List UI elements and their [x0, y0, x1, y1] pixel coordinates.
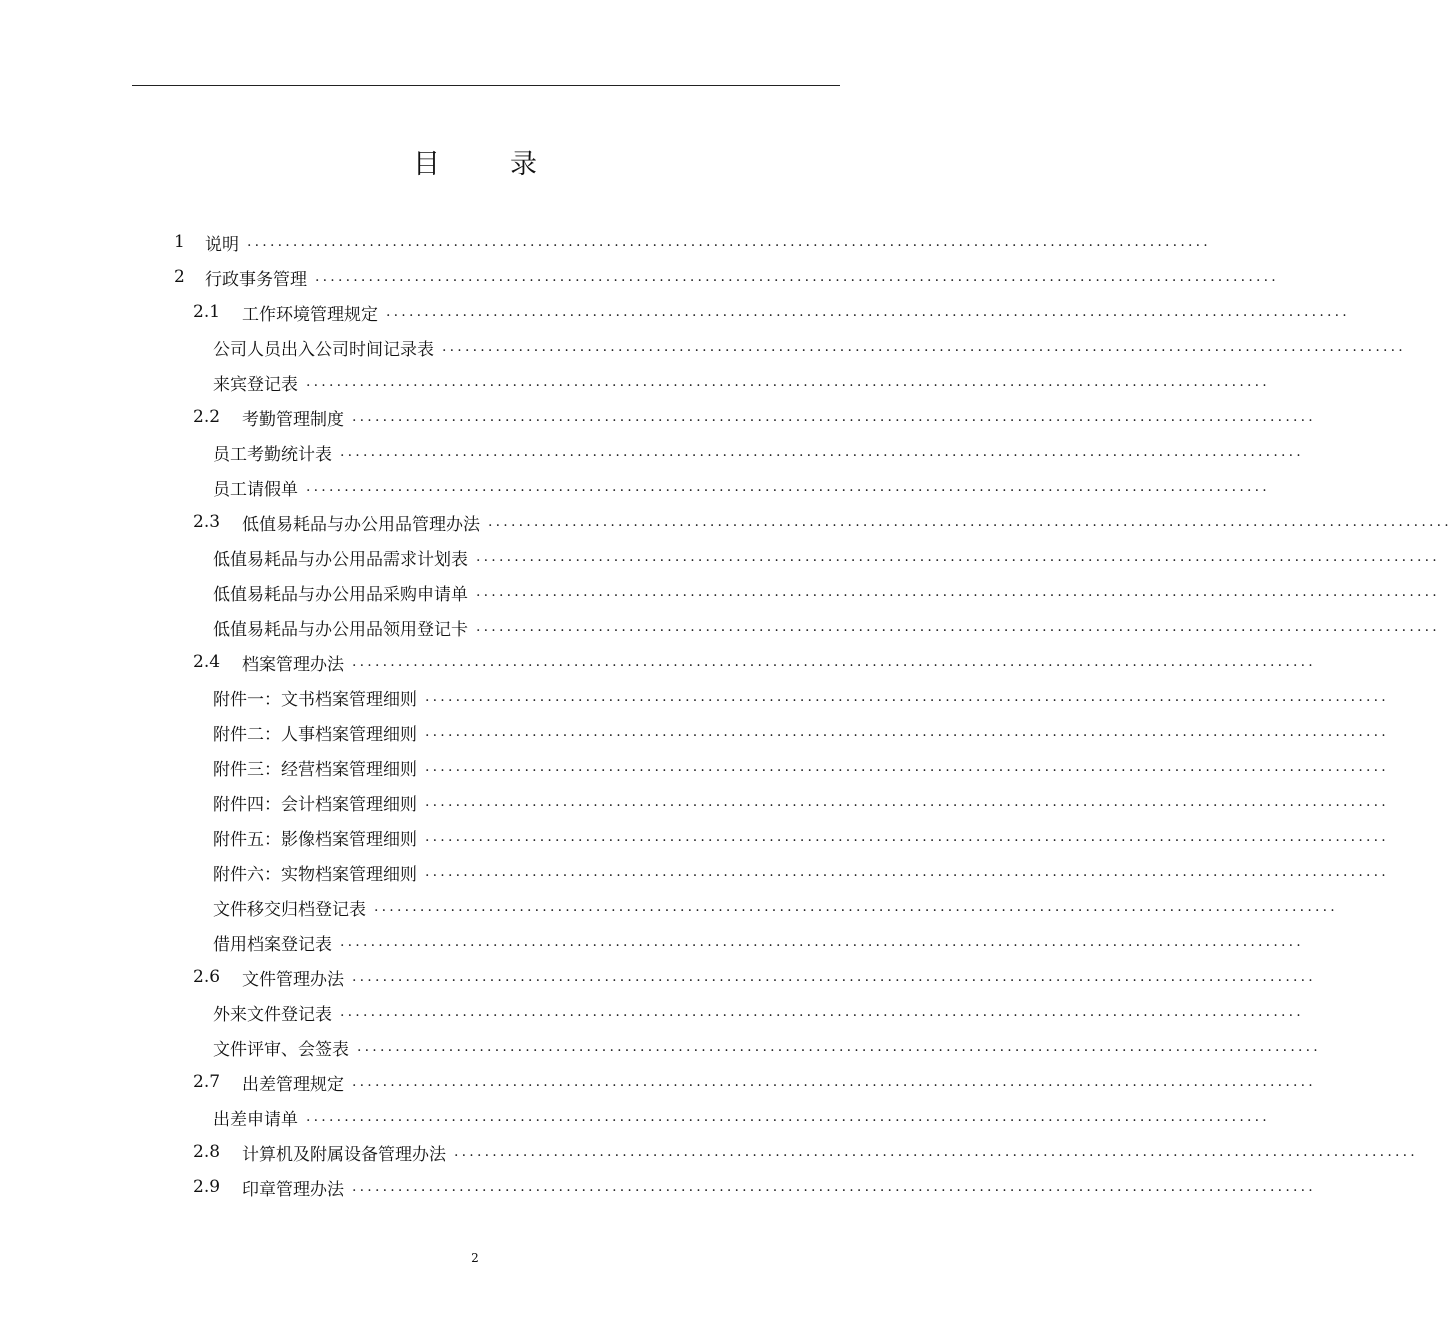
- toc-leader-dots: ..............................................................................................................................: [352, 969, 1316, 985]
- toc-entry-title: 文件评审、会签表: [213, 1039, 349, 1060]
- toc-entry[interactable]: [213, 366, 1270, 398]
- toc-entry-title: 印章管理办法: [242, 1179, 344, 1200]
- header-rule: [132, 85, 840, 86]
- toc-entry[interactable]: [174, 261, 1279, 293]
- page-title-part-2: 录: [510, 149, 537, 180]
- toc-leader-dots: ..............................................................................................................................: [340, 934, 1304, 950]
- toc-leader-dots: ..............................................................................................................................: [315, 269, 1279, 285]
- toc-entry-title: 附件一：文书档案管理细则: [213, 689, 417, 710]
- toc-entry[interactable]: [193, 646, 1316, 678]
- toc-entry[interactable]: [193, 1171, 1316, 1203]
- toc-entry[interactable]: [213, 576, 1440, 608]
- toc-entry-title: 考勤管理制度: [242, 409, 344, 430]
- toc-entry-title: 低值易耗品与办公用品采购申请单: [213, 584, 468, 605]
- toc-leader-dots: ..............................................................................................................................: [306, 1109, 1270, 1125]
- toc-entry-number: 2: [174, 267, 185, 287]
- toc-entry[interactable]: [213, 751, 1389, 783]
- toc-entry[interactable]: [213, 891, 1338, 923]
- toc-leader-dots: ..............................................................................................................................: [425, 864, 1389, 880]
- toc-entry-title: 附件四：会计档案管理细则: [213, 794, 417, 815]
- toc-leader-dots: ..............................................................................................................................: [488, 514, 1452, 530]
- toc-entry[interactable]: [174, 226, 1211, 258]
- toc-entry[interactable]: [193, 961, 1316, 993]
- toc-entry-title: 档案管理办法: [242, 654, 344, 675]
- toc-leader-dots: ..............................................................................................................................: [306, 374, 1270, 390]
- toc-entry[interactable]: [193, 296, 1350, 328]
- toc-entry-number: 2.3: [193, 512, 221, 532]
- toc-entry-number: 2.8: [193, 1142, 221, 1162]
- toc-leader-dots: ..............................................................................................................................: [352, 1179, 1316, 1195]
- toc-entry-title: 来宾登记表: [213, 374, 298, 395]
- toc-leader-dots: ..............................................................................................................................: [374, 899, 1338, 915]
- toc-entry-title: 附件五：影像档案管理细则: [213, 829, 417, 850]
- toc-entry-title: 文件管理办法: [242, 969, 344, 990]
- toc-leader-dots: ..............................................................................................................................: [352, 409, 1316, 425]
- page-title: [0, 142, 950, 181]
- toc-entry-number: 2.7: [193, 1072, 221, 1092]
- toc-entry[interactable]: [213, 541, 1440, 573]
- toc-entry[interactable]: [193, 1136, 1418, 1168]
- toc-leader-dots: ..............................................................................................................................: [340, 444, 1304, 460]
- toc-leader-dots: ..............................................................................................................................: [425, 759, 1389, 775]
- toc-entry-title: 说明: [205, 234, 239, 255]
- toc-entry[interactable]: [213, 716, 1389, 748]
- toc-leader-dots: ..............................................................................................................................: [476, 549, 1440, 565]
- toc-entry[interactable]: [193, 1066, 1316, 1098]
- toc-leader-dots: ..............................................................................................................................: [386, 304, 1350, 320]
- toc-entry[interactable]: [213, 681, 1389, 713]
- toc-entry-title: 计算机及附属设备管理办法: [242, 1144, 446, 1165]
- toc-entry[interactable]: [213, 786, 1389, 818]
- toc-entry-title: 附件六：实物档案管理细则: [213, 864, 417, 885]
- toc-leader-dots: ..............................................................................................................................: [476, 619, 1440, 635]
- toc-entry-number: 2.4: [193, 652, 221, 672]
- toc-leader-dots: ..............................................................................................................................: [357, 1039, 1321, 1055]
- toc-entry-title: 文件移交归档登记表: [213, 899, 366, 920]
- toc-leader-dots: ..............................................................................................................................: [247, 234, 1211, 250]
- toc-leader-dots: ..............................................................................................................................: [425, 794, 1389, 810]
- toc-entry-title: 员工请假单: [213, 479, 298, 500]
- toc-entry[interactable]: [213, 611, 1440, 643]
- toc-leader-dots: ..............................................................................................................................: [476, 584, 1440, 600]
- page-number: 2: [471, 1251, 479, 1265]
- toc-leader-dots: ..............................................................................................................................: [425, 829, 1389, 845]
- toc-leader-dots: ..............................................................................................................................: [454, 1144, 1418, 1160]
- toc-entry[interactable]: [213, 926, 1304, 958]
- toc-entry-title: 低值易耗品与办公用品管理办法: [242, 514, 480, 535]
- toc-entry-title: 出差管理规定: [242, 1074, 344, 1095]
- toc-entry-title: 附件二：人事档案管理细则: [213, 724, 417, 745]
- toc-entry-number: 1: [174, 232, 185, 252]
- toc-entry-title: 外来文件登记表: [213, 1004, 332, 1025]
- toc-entry-title: 借用档案登记表: [213, 934, 332, 955]
- toc-entry[interactable]: [213, 821, 1389, 853]
- toc-entry-title: 公司人员出入公司时间记录表: [213, 339, 434, 360]
- toc-leader-dots: ..............................................................................................................................: [352, 654, 1316, 670]
- toc-entry-title: 行政事务管理: [205, 269, 307, 290]
- toc-entry[interactable]: [213, 1101, 1270, 1133]
- toc-entry-number: 2.1: [193, 302, 221, 322]
- toc-entry-number: 2.9: [193, 1177, 221, 1197]
- toc-leader-dots: ..............................................................................................................................: [352, 1074, 1316, 1090]
- toc-leader-dots: ..............................................................................................................................: [425, 689, 1389, 705]
- toc-leader-dots: ..............................................................................................................................: [425, 724, 1389, 740]
- toc-entry[interactable]: [213, 471, 1270, 503]
- toc-entry[interactable]: [213, 1031, 1321, 1063]
- toc-entry-title: 低值易耗品与办公用品领用登记卡: [213, 619, 468, 640]
- toc-entry-title: 工作环境管理规定: [242, 304, 378, 325]
- toc-entry-title: 附件三：经营档案管理细则: [213, 759, 417, 780]
- toc-leader-dots: ..............................................................................................................................: [340, 1004, 1304, 1020]
- toc-entry[interactable]: [213, 436, 1304, 468]
- toc-leader-dots: ..............................................................................................................................: [306, 479, 1270, 495]
- toc-entry[interactable]: [193, 506, 1452, 538]
- toc-entry-title: 员工考勤统计表: [213, 444, 332, 465]
- toc-entry[interactable]: [213, 331, 1406, 363]
- toc-entry-number: 2.2: [193, 407, 221, 427]
- page-title-part-1: 目: [413, 149, 440, 180]
- toc-entry[interactable]: [193, 401, 1316, 433]
- toc-entry-number: 2.6: [193, 967, 221, 987]
- toc-entry-title: 低值易耗品与办公用品需求计划表: [213, 549, 468, 570]
- toc-entry[interactable]: [213, 856, 1389, 888]
- toc-leader-dots: ..............................................................................................................................: [442, 339, 1406, 355]
- toc-entry-title: 出差申请单: [213, 1109, 298, 1130]
- toc-entry[interactable]: [213, 996, 1304, 1028]
